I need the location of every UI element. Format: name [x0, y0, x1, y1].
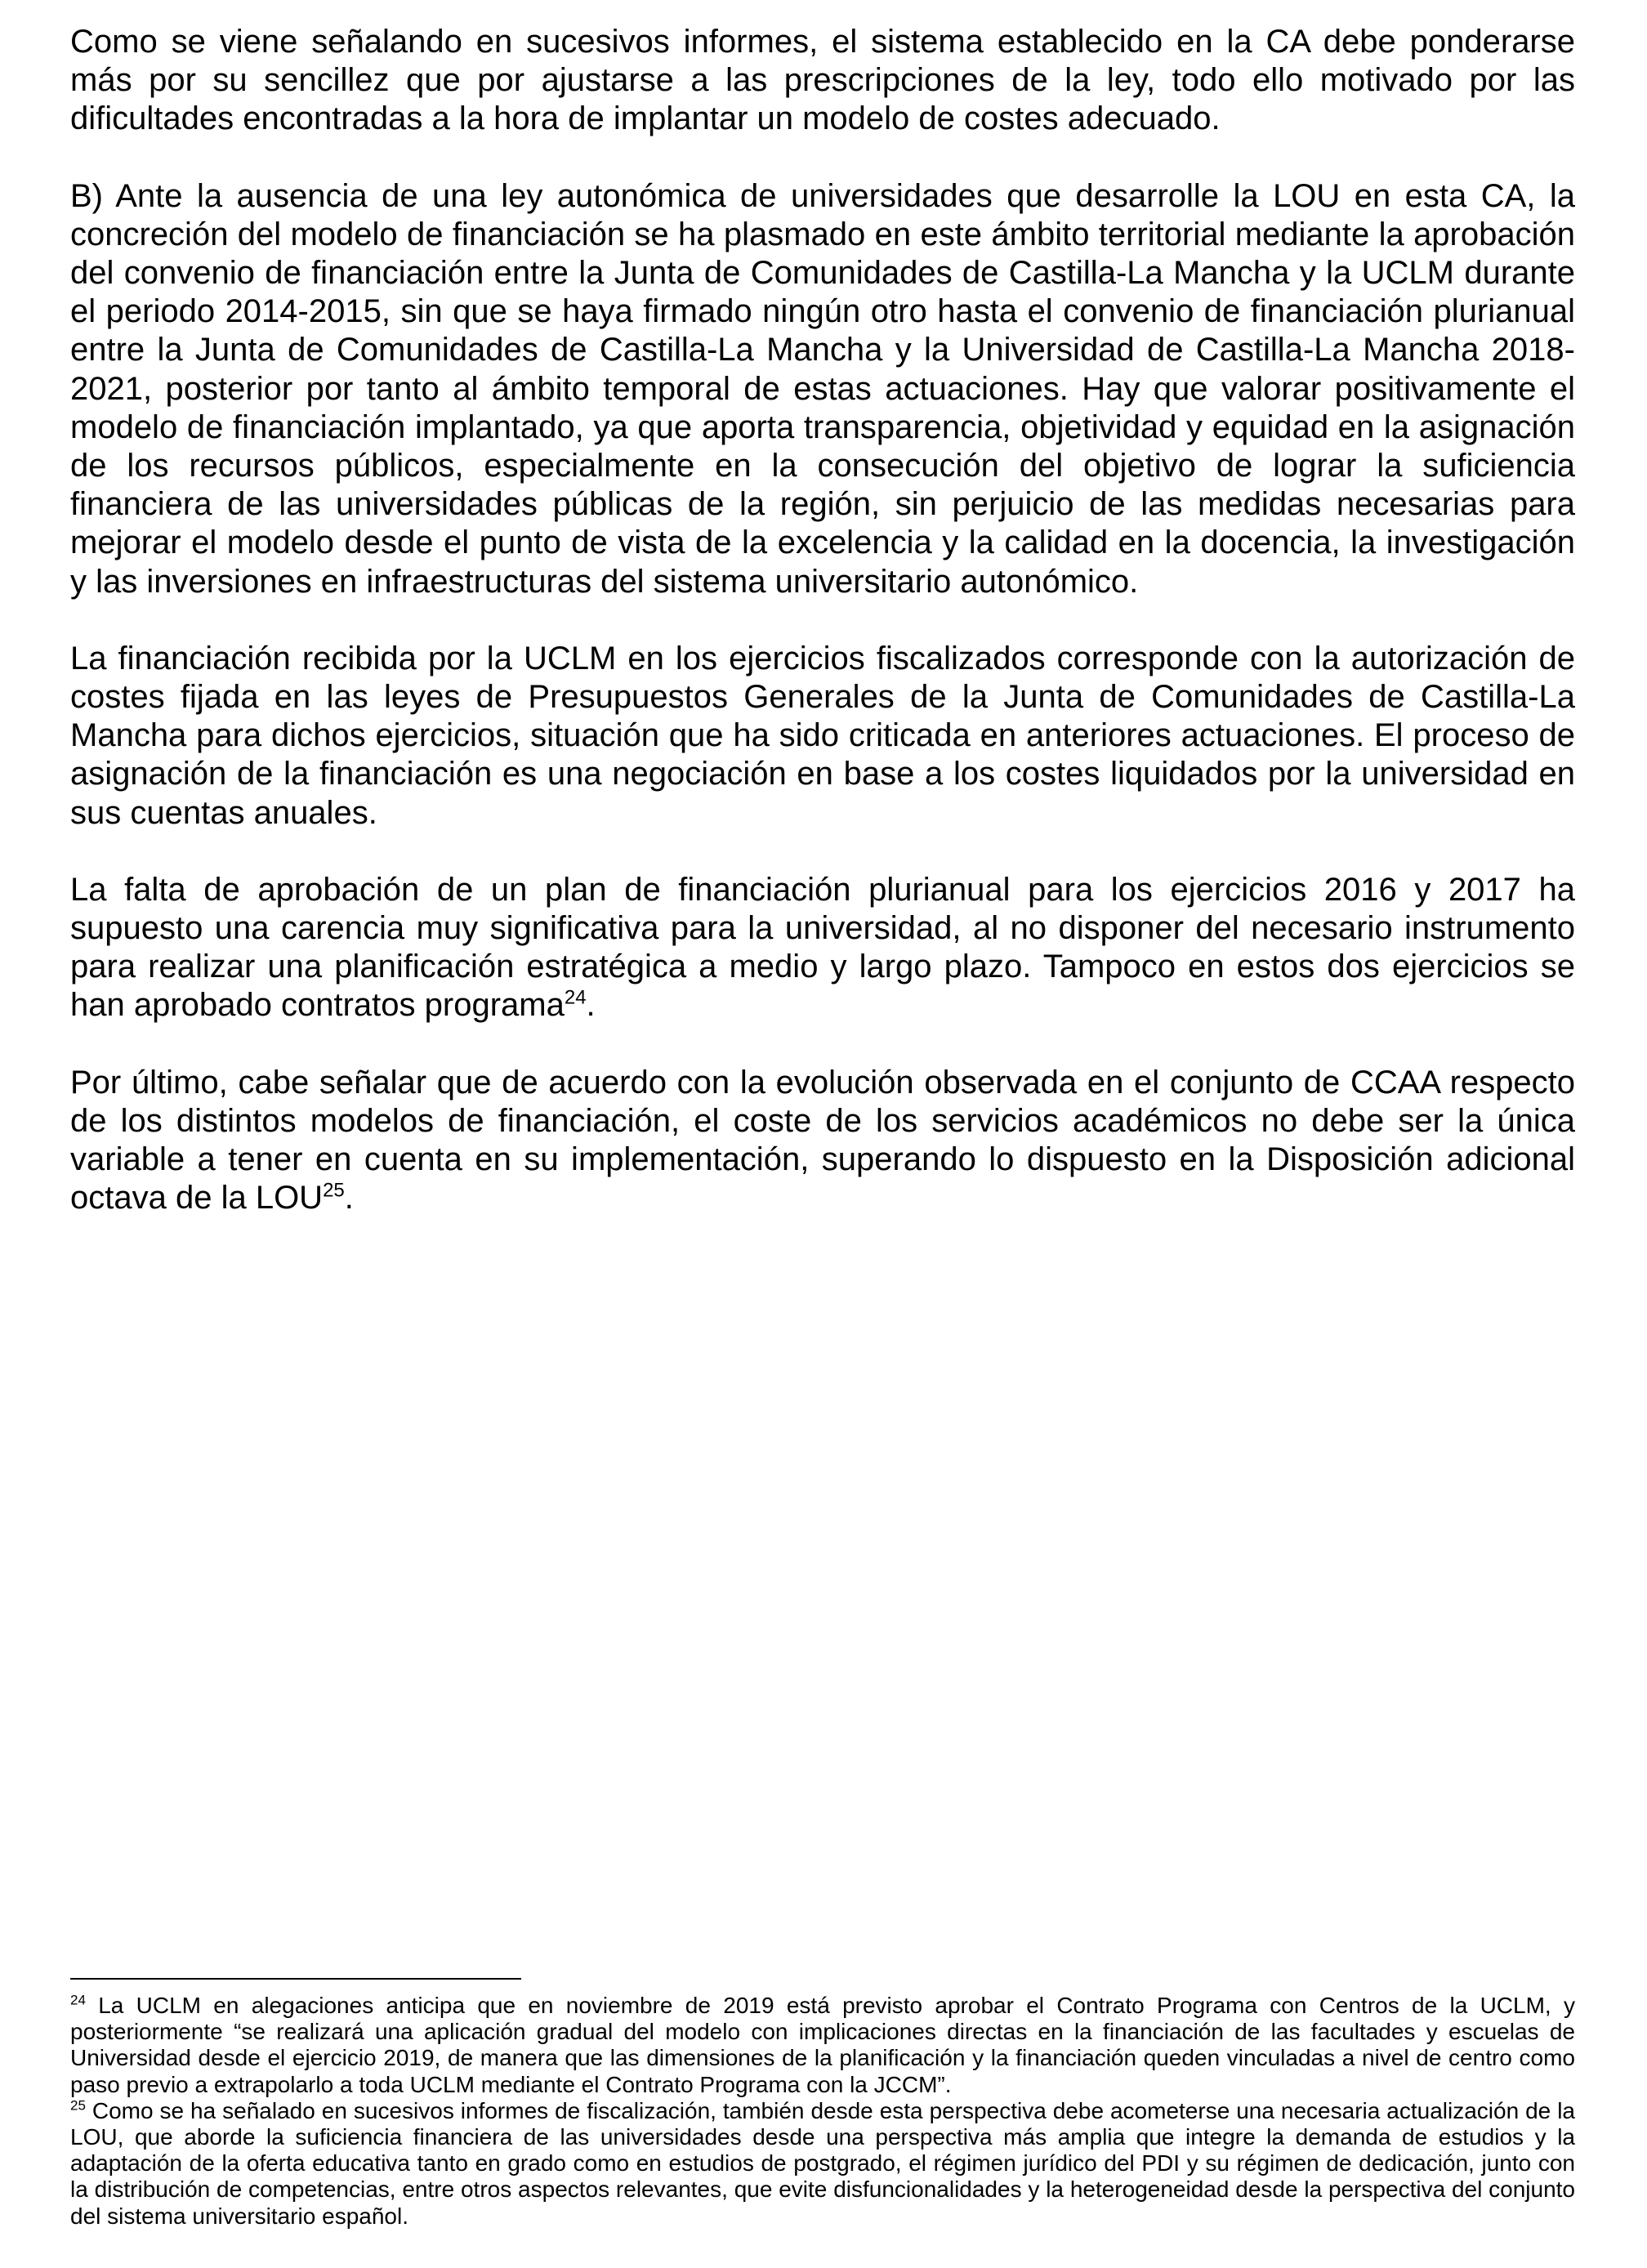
- footnote-text: La UCLM en alegaciones anticipa que en noviembre de 2019 está previsto aprobar el Contrato Programa con Centros de la UCLM, y posteriormente “se realizará una aplicación gradual del modelo con implicaciones directas en la financiación de las facultades y escuelas de Universidad desde el ejercicio 2019, de manera que las dimensiones de la planificación y la financiación queden vinculadas a nivel de centro como paso previo a extrapolarlo a toda UCLM mediante el Contrato Programa con la JCCM”.: [70, 1993, 1575, 2097]
- paragraph-text: La financiación recibida por la UCLM en los ejercicios fiscalizados corresponde con la autorización de costes fijada en las leyes de Presupuestos Generales de la Junta de Comunidades de Castilla-La Mancha para dichos ejercicios, situación que ha sido criticada en anteriores actuaciones. El proceso de asignación de la financiación es una negociación en base a los costes liquidados por la universidad en sus cuentas anuales.: [70, 640, 1575, 831]
- paragraph-tail: .: [344, 1180, 354, 1217]
- paragraph-2: [70, 177, 1575, 601]
- footnote-25: [70, 2098, 1575, 2230]
- footnotes-section: [70, 1993, 1575, 2230]
- paragraph-tail: .: [586, 987, 596, 1024]
- footnote-reference-25[interactable]: 25: [323, 1179, 345, 1202]
- paragraph-text: Por último, cabe señalar que de acuerdo con la evolución observada en el conjunto de CCAA respecto de los distintos modelos de financiación, el coste de los servicios académicos no debe ser la única variable a tener en cuenta en su implementación, superando lo dispuesto en la Disposición adicional octava de la LOU: [70, 1064, 1575, 1217]
- paragraph-1: [70, 23, 1575, 139]
- footnote-separator: [70, 1978, 521, 1980]
- footnote-24: [70, 1993, 1575, 2098]
- paragraph-text: Como se viene señalando en sucesivos informes, el sistema establecido en la CA debe ponderarse más por su sencillez que por ajustarse a las prescripciones de la ley, todo ello motivado por las dificultades encontradas a la hora de implantar un modelo de costes adecuado.: [70, 24, 1575, 137]
- footnote-number: 24: [70, 1992, 86, 2008]
- paragraph-text: La falta de aprobación de un plan de financiación plurianual para los ejercicios 2016 y 2017 ha supuesto una carencia muy significativa para la universidad, al no disponer del necesario instrumento para realizar una planificación estratégica a medio y largo plazo. Tampoco en estos dos ejercicios se han aprobado contratos programa: [70, 871, 1575, 1024]
- footnote-text: Como se ha señalado en sucesivos informes de fiscalización, también desde esta perspectiva debe acometerse una necesaria actualización de la LOU, que aborde la suficiencia financiera de las universidades desde una perspectiva más amplia que integre la demanda de estudios y la adaptación de la oferta educativa tanto en grado como en estudios de postgrado, el régimen jurídico del PDI y su régimen de dedicación, junto con la distribución de competencias, entre otros aspectos relevantes, que evite disfuncionalidades y la heterogeneidad desde la perspectiva del conjunto del sistema universitario español.: [70, 2097, 1575, 2229]
- paragraph-5: [70, 1064, 1575, 1218]
- footnote-number: 25: [70, 2097, 86, 2114]
- paragraph-3: [70, 640, 1575, 833]
- paragraph-text: B) Ante la ausencia de una ley autonómica de universidades que desarrolle la LOU en esta CA, la concreción del modelo de financiación se ha plasmado en este ámbito territorial mediante la aprobación del convenio de financiación entre la Junta de Comunidades de Castilla-La Mancha y la UCLM durante el periodo 2014-2015, sin que se haya firmado ningún otro hasta el convenio de financiación plurianual entre la Junta de Comunidades de Castilla-La Mancha y la Universidad de Castilla-La Mancha 2018-2021, posterior por tanto al ámbito temporal de estas actuaciones. Hay que valorar positivamente el modelo de financiación implantado, ya que aporta transparencia, objetividad y equidad en la asignación de los recursos públicos, especialmente en la consecución del objetivo de lograr la suficiencia financiera de las universidades públicas de la región, sin perjuicio de las medidas necesarias para mejorar el modelo desde el punto de vista de la excelencia y la calidad en la docencia, la investigación y las inversiones en infraestructuras del sistema universitario autonómico.: [70, 177, 1575, 600]
- document-body: [70, 23, 1575, 1217]
- paragraph-4: [70, 871, 1575, 1025]
- footnote-reference-24[interactable]: 24: [564, 987, 587, 1010]
